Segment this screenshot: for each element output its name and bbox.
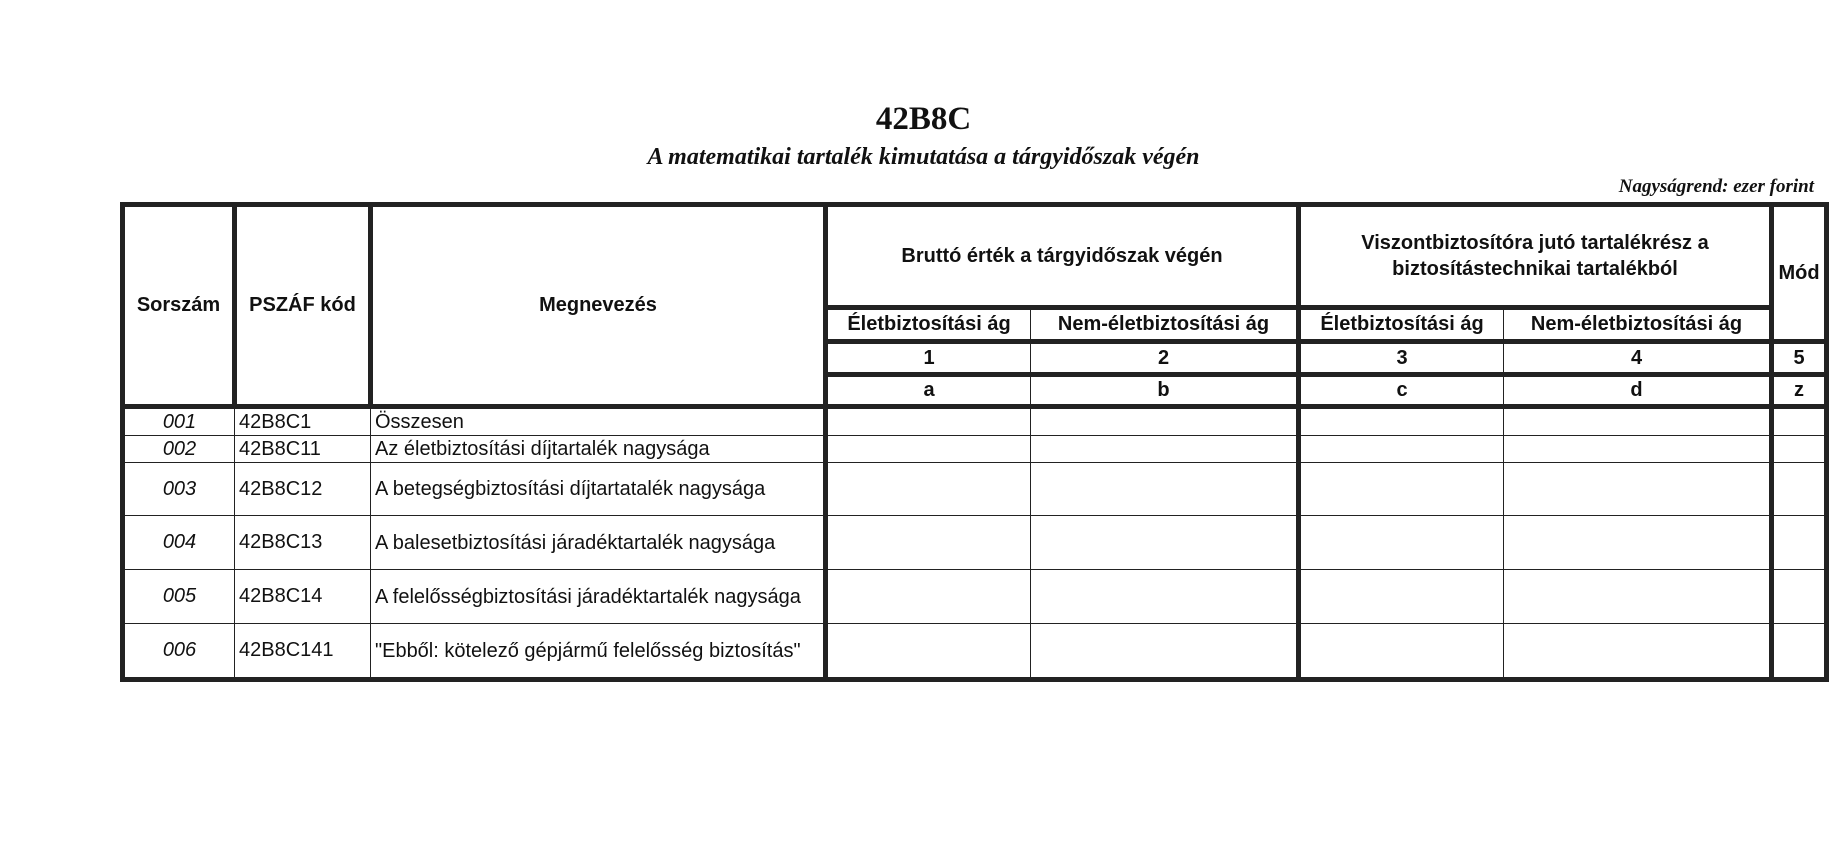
col-letter-a: a bbox=[826, 375, 1031, 407]
row-name: A betegségbiztosítási díjtartatalék nagysága bbox=[371, 463, 826, 516]
cell-b[interactable] bbox=[1031, 570, 1299, 624]
cell-c[interactable] bbox=[1299, 516, 1504, 570]
col-sub-1: Életbiztosítási ág bbox=[826, 308, 1031, 342]
row-code: 42B8C141 bbox=[235, 624, 371, 680]
cell-c[interactable] bbox=[1299, 407, 1504, 436]
table-row bbox=[123, 570, 1827, 624]
col-number-5: 5 bbox=[1772, 342, 1827, 375]
row-index: 001 bbox=[123, 407, 235, 436]
cell-a[interactable] bbox=[826, 516, 1031, 570]
row-code: 42B8C12 bbox=[235, 463, 371, 516]
cell-b[interactable] bbox=[1031, 516, 1299, 570]
form-code-title: 42B8C bbox=[875, 101, 972, 137]
row-index: 003 bbox=[123, 463, 235, 516]
col-letter-b: b bbox=[1031, 375, 1299, 407]
cell-c[interactable] bbox=[1299, 436, 1504, 463]
table-row bbox=[123, 436, 1827, 463]
col-letter-c: c bbox=[1299, 375, 1504, 407]
cell-b[interactable] bbox=[1031, 624, 1299, 680]
row-index: 005 bbox=[123, 570, 235, 624]
cell-a[interactable] bbox=[826, 407, 1031, 436]
row-name: Az életbiztosítási díjtartalék nagysága bbox=[371, 436, 826, 463]
table-row bbox=[123, 624, 1827, 680]
cell-z[interactable] bbox=[1772, 407, 1827, 436]
col-header-mod: Mód bbox=[1772, 205, 1827, 342]
row-code: 42B8C11 bbox=[235, 436, 371, 463]
cell-b[interactable] bbox=[1031, 463, 1299, 516]
col-letter-d: d bbox=[1504, 375, 1772, 407]
cell-c[interactable] bbox=[1299, 463, 1504, 516]
table-row bbox=[123, 516, 1827, 570]
row-index: 006 bbox=[123, 624, 235, 680]
row-name: "Ebből: kötelező gépjármű felelősség biztosítás" bbox=[371, 624, 826, 680]
cell-z[interactable] bbox=[1772, 516, 1827, 570]
cell-d[interactable] bbox=[1504, 570, 1772, 624]
cell-c[interactable] bbox=[1299, 570, 1504, 624]
col-group-viszontbiztosito: Viszontbiztosítóra jutó tartalékrész a biztosítástechnikai tartalékból bbox=[1299, 205, 1772, 308]
cell-d[interactable] bbox=[1504, 407, 1772, 436]
cell-a[interactable] bbox=[826, 570, 1031, 624]
col-header-megnevezes: Megnevezés bbox=[371, 205, 826, 407]
row-code: 42B8C1 bbox=[235, 407, 371, 436]
row-name: Összesen bbox=[371, 407, 826, 436]
col-number-2: 2 bbox=[1031, 342, 1299, 375]
col-number-4: 4 bbox=[1504, 342, 1772, 375]
cell-d[interactable] bbox=[1504, 516, 1772, 570]
cell-z[interactable] bbox=[1772, 570, 1827, 624]
col-sub-4: Nem-életbiztosítási ág bbox=[1504, 308, 1772, 342]
row-index: 002 bbox=[123, 436, 235, 463]
table-row bbox=[123, 407, 1827, 436]
cell-b[interactable] bbox=[1031, 436, 1299, 463]
cell-d[interactable] bbox=[1504, 463, 1772, 516]
cell-z[interactable] bbox=[1772, 463, 1827, 516]
form-subtitle: A matematikai tartalék kimutatása a tárgyidőszak végén bbox=[647, 144, 1200, 170]
row-code: 42B8C14 bbox=[235, 570, 371, 624]
col-number-1: 1 bbox=[826, 342, 1031, 375]
cell-a[interactable] bbox=[826, 624, 1031, 680]
col-sub-2: Nem-életbiztosítási ág bbox=[1031, 308, 1299, 342]
row-name: A felelősségbiztosítási járadéktartalék nagysága bbox=[371, 570, 826, 624]
col-sub-3: Életbiztosítási ág bbox=[1299, 308, 1504, 342]
report-table bbox=[120, 202, 1829, 682]
cell-a[interactable] bbox=[826, 463, 1031, 516]
cell-z[interactable] bbox=[1772, 436, 1827, 463]
cell-z[interactable] bbox=[1772, 624, 1827, 680]
cell-a[interactable] bbox=[826, 436, 1031, 463]
table-row bbox=[123, 463, 1827, 516]
row-name: A balesetbiztosítási járadéktartalék nagysága bbox=[371, 516, 826, 570]
cell-d[interactable] bbox=[1504, 436, 1772, 463]
col-header-sorszam: Sorszám bbox=[123, 205, 235, 407]
col-number-3: 3 bbox=[1299, 342, 1504, 375]
row-index: 004 bbox=[123, 516, 235, 570]
col-letter-z: z bbox=[1772, 375, 1827, 407]
cell-b[interactable] bbox=[1031, 407, 1299, 436]
col-group-brutto: Bruttó érték a tárgyidőszak végén bbox=[826, 205, 1299, 308]
col-header-pszaf-kod: PSZÁF kód bbox=[235, 205, 371, 407]
cell-c[interactable] bbox=[1299, 624, 1504, 680]
cell-d[interactable] bbox=[1504, 624, 1772, 680]
row-code: 42B8C13 bbox=[235, 516, 371, 570]
unit-label: Nagyságrend: ezer forint bbox=[1618, 176, 1814, 197]
